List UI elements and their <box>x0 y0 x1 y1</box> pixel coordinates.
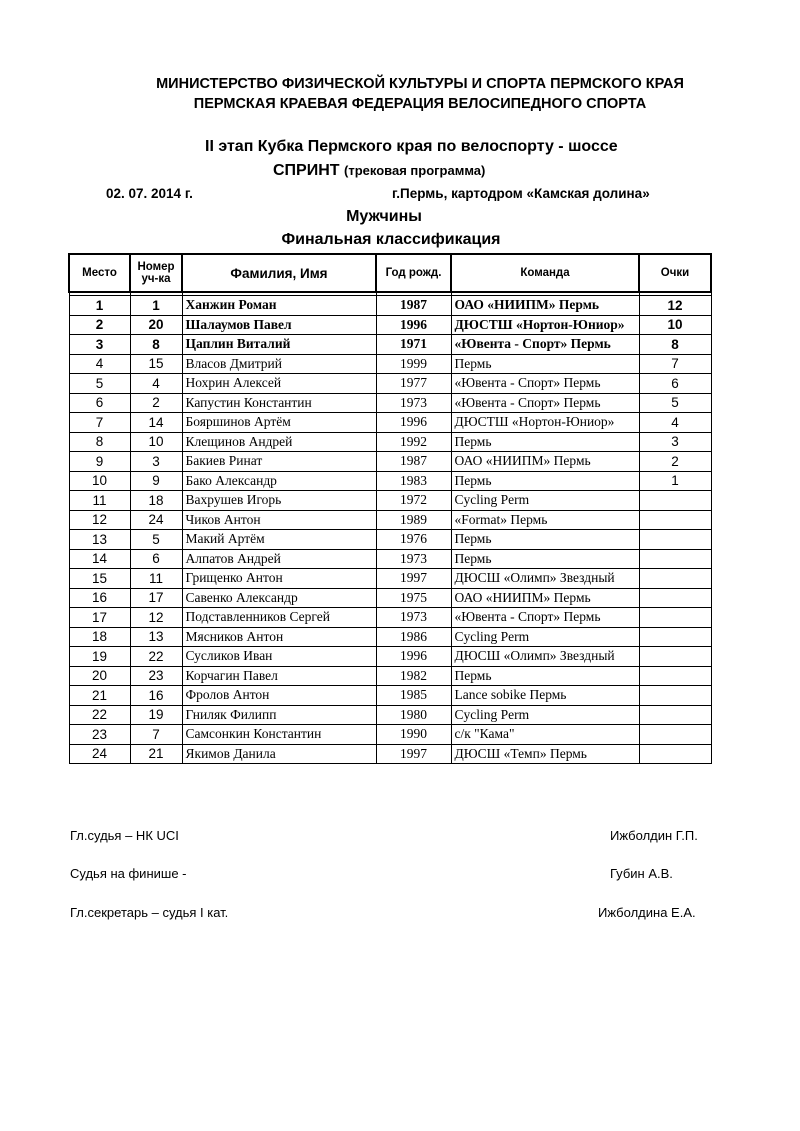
discipline-note: (трековая программа) <box>344 163 486 178</box>
name-cell: Цаплин Виталий <box>182 335 376 355</box>
name-cell: Власов Дмитрий <box>182 354 376 374</box>
place-cell: 20 <box>69 666 130 686</box>
table-row <box>69 686 711 706</box>
points-cell: 8 <box>639 335 711 355</box>
place-cell: 11 <box>69 491 130 511</box>
year-cell: 1996 <box>376 413 451 433</box>
table-row <box>69 315 711 335</box>
points-cell: 3 <box>639 432 711 452</box>
team-cell: Пермь <box>451 549 639 569</box>
number-cell: 5 <box>130 530 182 550</box>
team-cell: Lance sobike Пермь <box>451 686 639 706</box>
table-row <box>69 471 711 491</box>
number-cell: 24 <box>130 510 182 530</box>
place-cell: 24 <box>69 744 130 764</box>
year-cell: 1987 <box>376 452 451 472</box>
results-table <box>68 253 712 764</box>
place-cell: 7 <box>69 413 130 433</box>
number-cell: 22 <box>130 647 182 667</box>
table-row <box>69 374 711 394</box>
team-cell: «Ювента - Спорт» Пермь <box>451 393 639 413</box>
table-row <box>69 296 711 316</box>
team-cell: Пермь <box>451 471 639 491</box>
name-cell: Фролов Антон <box>182 686 376 706</box>
name-cell: Гниляк Филипп <box>182 705 376 725</box>
number-cell: 11 <box>130 569 182 589</box>
name-cell: Капустин Константин <box>182 393 376 413</box>
ministry-title: МИНИСТЕРСТВО ФИЗИЧЕСКОЙ КУЛЬТУРЫ И СПОРТА ПЕРМСКОГО КРАЯ <box>156 76 684 92</box>
points-cell <box>639 608 711 628</box>
column-header-name: Фамилия, Имя <box>182 254 376 292</box>
table-row <box>69 725 711 745</box>
number-cell: 3 <box>130 452 182 472</box>
number-cell: 9 <box>130 471 182 491</box>
year-cell: 1975 <box>376 588 451 608</box>
points-cell <box>639 705 711 725</box>
name-cell: Савенко Александр <box>182 588 376 608</box>
number-cell: 2 <box>130 393 182 413</box>
points-cell <box>639 666 711 686</box>
number-cell: 10 <box>130 432 182 452</box>
name-cell: Бако Александр <box>182 471 376 491</box>
name-cell: Шалаумов Павел <box>182 315 376 335</box>
name-cell: Подставленников Сергей <box>182 608 376 628</box>
name-cell: Якимов Данила <box>182 744 376 764</box>
team-cell: с/к "Кама" <box>451 725 639 745</box>
place-cell: 9 <box>69 452 130 472</box>
name-cell: Клещинов Андрей <box>182 432 376 452</box>
points-cell <box>639 530 711 550</box>
number-cell: 18 <box>130 491 182 511</box>
name-cell: Сусликов Иван <box>182 647 376 667</box>
points-cell: 1 <box>639 471 711 491</box>
team-cell: Cycling Perm <box>451 491 639 511</box>
official-role-1: Гл.судья – НК UCI <box>70 828 179 843</box>
place-cell: 4 <box>69 354 130 374</box>
year-cell: 1982 <box>376 666 451 686</box>
team-cell: Cycling Perm <box>451 627 639 647</box>
table-header-row <box>69 254 711 292</box>
federation-title: ПЕРМСКАЯ КРАЕВАЯ ФЕДЕРАЦИЯ ВЕЛОСИПЕДНОГО СПОРТА <box>193 96 647 112</box>
place-cell: 16 <box>69 588 130 608</box>
place-cell: 5 <box>69 374 130 394</box>
year-cell: 1985 <box>376 686 451 706</box>
column-header-points: Очки <box>639 254 711 292</box>
points-cell <box>639 588 711 608</box>
number-cell: 1 <box>130 296 182 316</box>
year-cell: 1996 <box>376 315 451 335</box>
event-date: 02. 07. 2014 г. <box>106 186 193 201</box>
table-row <box>69 549 711 569</box>
number-cell: 16 <box>130 686 182 706</box>
table-row <box>69 608 711 628</box>
team-cell: Cycling Perm <box>451 705 639 725</box>
column-header-year: Год рожд. <box>376 254 451 292</box>
number-cell: 20 <box>130 315 182 335</box>
year-cell: 1980 <box>376 705 451 725</box>
year-cell: 1972 <box>376 491 451 511</box>
team-cell: Пермь <box>451 530 639 550</box>
table-row <box>69 666 711 686</box>
name-cell: Корчагин Павел <box>182 666 376 686</box>
team-cell: ОАО «НИИПМ» Пермь <box>451 452 639 472</box>
number-cell: 12 <box>130 608 182 628</box>
team-cell: Пермь <box>451 354 639 374</box>
stage-title: II этап Кубка Пермского края по велоспорту - шоссе <box>205 138 618 155</box>
year-cell: 1973 <box>376 393 451 413</box>
number-cell: 13 <box>130 627 182 647</box>
name-cell: Ханжин Роман <box>182 296 376 316</box>
name-cell: Бояршинов Артём <box>182 413 376 433</box>
points-cell <box>639 510 711 530</box>
column-header-team: Команда <box>451 254 639 292</box>
points-cell: 10 <box>639 315 711 335</box>
table-row <box>69 335 711 355</box>
table-row <box>69 413 711 433</box>
points-cell <box>639 627 711 647</box>
points-cell <box>639 491 711 511</box>
number-cell: 21 <box>130 744 182 764</box>
year-cell: 1983 <box>376 471 451 491</box>
number-cell: 4 <box>130 374 182 394</box>
year-cell: 1997 <box>376 569 451 589</box>
year-cell: 1996 <box>376 647 451 667</box>
team-cell: ДЮСШ «Олимп» Звездный <box>451 647 639 667</box>
name-cell: Мясников Антон <box>182 627 376 647</box>
year-cell: 1990 <box>376 725 451 745</box>
year-cell: 1986 <box>376 627 451 647</box>
number-cell: 14 <box>130 413 182 433</box>
name-cell: Макий Артём <box>182 530 376 550</box>
points-cell <box>639 725 711 745</box>
table-row <box>69 530 711 550</box>
team-cell: Пермь <box>451 666 639 686</box>
table-row <box>69 588 711 608</box>
year-cell: 1971 <box>376 335 451 355</box>
year-cell: 1973 <box>376 549 451 569</box>
place-cell: 23 <box>69 725 130 745</box>
event-location: г.Пермь, картодром «Камская долина» <box>392 186 650 201</box>
year-cell: 1992 <box>376 432 451 452</box>
name-cell: Вахрушев Игорь <box>182 491 376 511</box>
table-row <box>69 354 711 374</box>
name-cell: Нохрин Алексей <box>182 374 376 394</box>
official-role-2: Судья на финише - <box>70 866 187 881</box>
place-cell: 12 <box>69 510 130 530</box>
table-row <box>69 452 711 472</box>
number-cell: 6 <box>130 549 182 569</box>
number-cell: 15 <box>130 354 182 374</box>
team-cell: «Ювента - Спорт» Пермь <box>451 608 639 628</box>
place-cell: 8 <box>69 432 130 452</box>
year-cell: 1973 <box>376 608 451 628</box>
name-cell: Чиков Антон <box>182 510 376 530</box>
table-row <box>69 705 711 725</box>
table-row <box>69 569 711 589</box>
table-row <box>69 744 711 764</box>
team-cell: ДЮСТШ «Нортон-Юниор» <box>451 413 639 433</box>
column-header-number: Номер уч-ка <box>130 254 182 292</box>
name-cell: Бакиев Ринат <box>182 452 376 472</box>
classification-title: Финальная классификация <box>281 231 501 248</box>
points-cell <box>639 549 711 569</box>
place-cell: 21 <box>69 686 130 706</box>
results-body <box>69 292 711 764</box>
team-cell: ДЮСШ «Темп» Пермь <box>451 744 639 764</box>
number-cell: 23 <box>130 666 182 686</box>
points-cell: 6 <box>639 374 711 394</box>
place-cell: 18 <box>69 627 130 647</box>
place-cell: 1 <box>69 296 130 316</box>
place-cell: 17 <box>69 608 130 628</box>
official-name-1: Ижболдин Г.П. <box>610 828 698 843</box>
place-cell: 22 <box>69 705 130 725</box>
points-cell: 5 <box>639 393 711 413</box>
official-role-3: Гл.секретарь – судья I кат. <box>70 905 229 920</box>
team-cell: «Ювента - Спорт» Пермь <box>451 335 639 355</box>
team-cell: «Format» Пермь <box>451 510 639 530</box>
team-cell: «Ювента - Спорт» Пермь <box>451 374 639 394</box>
number-cell: 17 <box>130 588 182 608</box>
points-cell <box>639 686 711 706</box>
place-cell: 2 <box>69 315 130 335</box>
place-cell: 19 <box>69 647 130 667</box>
points-cell <box>639 569 711 589</box>
team-cell: Пермь <box>451 432 639 452</box>
points-cell: 4 <box>639 413 711 433</box>
place-cell: 3 <box>69 335 130 355</box>
name-cell: Грищенко Антон <box>182 569 376 589</box>
number-cell: 8 <box>130 335 182 355</box>
place-cell: 6 <box>69 393 130 413</box>
discipline-title <box>273 162 485 180</box>
year-cell: 1976 <box>376 530 451 550</box>
table-row <box>69 491 711 511</box>
team-cell: ДЮСШ «Олимп» Звездный <box>451 569 639 589</box>
year-cell: 1989 <box>376 510 451 530</box>
points-cell <box>639 744 711 764</box>
points-cell <box>639 647 711 667</box>
year-cell: 1999 <box>376 354 451 374</box>
name-cell: Самсонкин Константин <box>182 725 376 745</box>
team-cell: ОАО «НИИПМ» Пермь <box>451 588 639 608</box>
name-cell: Алпатов Андрей <box>182 549 376 569</box>
official-name-2: Губин А.В. <box>610 866 673 881</box>
table-row <box>69 510 711 530</box>
table-row <box>69 627 711 647</box>
year-cell: 1987 <box>376 296 451 316</box>
number-cell: 7 <box>130 725 182 745</box>
place-cell: 14 <box>69 549 130 569</box>
year-cell: 1977 <box>376 374 451 394</box>
discipline-label: СПРИНТ <box>273 162 340 179</box>
table-row <box>69 393 711 413</box>
table-row <box>69 432 711 452</box>
year-cell: 1997 <box>376 744 451 764</box>
column-header-place: Место <box>69 254 130 292</box>
place-cell: 13 <box>69 530 130 550</box>
team-cell: ДЮСТШ «Нортон-Юниор» <box>451 315 639 335</box>
category-title: Мужчины <box>346 208 422 225</box>
official-name-3: Ижболдина Е.А. <box>598 905 696 920</box>
place-cell: 10 <box>69 471 130 491</box>
team-cell: ОАО «НИИПМ» Пермь <box>451 296 639 316</box>
points-cell: 7 <box>639 354 711 374</box>
points-cell: 2 <box>639 452 711 472</box>
number-cell: 19 <box>130 705 182 725</box>
place-cell: 15 <box>69 569 130 589</box>
table-row <box>69 647 711 667</box>
points-cell: 12 <box>639 296 711 316</box>
